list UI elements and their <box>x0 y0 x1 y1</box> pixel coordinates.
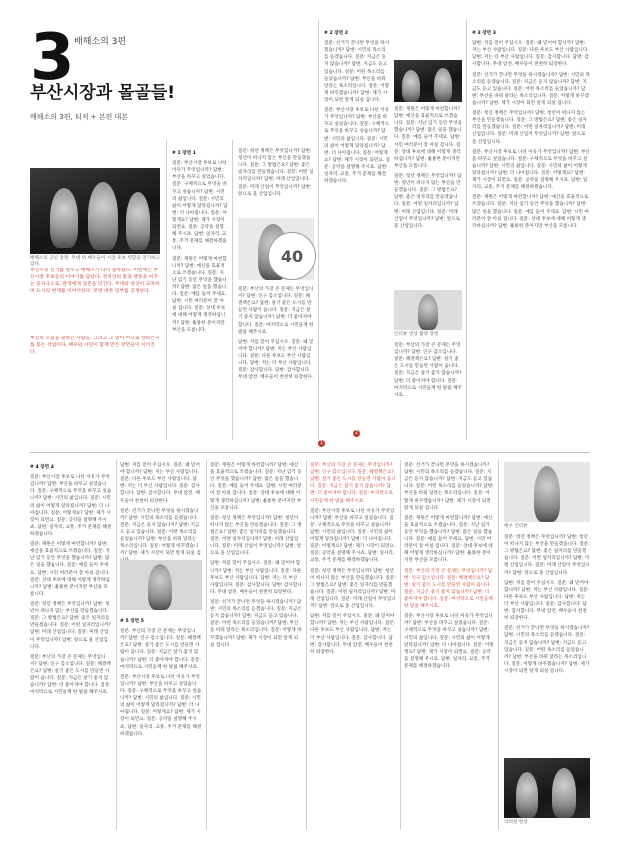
column-divider <box>232 140 233 440</box>
issue-number: 3 <box>30 21 73 95</box>
series-label: 배해소의 3편 <box>74 37 127 47</box>
text-column <box>30 462 112 828</box>
performer-figure <box>88 182 118 250</box>
column-body: 질문: 선거가 끝나면 무엇을 하시겠습니까? 답변: 시민의 목소리를 듣겠습니다. 질문: 지금은 듣지 않습니까? 답변: 지금도 듣고 있습니다. 질문: 어떤 목소리를 들었습니까? 답변: 부산을 바꿔 달라는 목소리입니다. 질문: 어떻게 바꾸겠습니까? 답변: 제가 시장이 되면 알게 되실 겁 <box>120 508 201 557</box>
column-divider <box>498 460 499 830</box>
column-body: 질문: 재원은 어떻게 마련합니까? 답변: 예산을 효율적으로 쓰겠습니다. 질문: 지난 임기 동안 무엇을 했습니까? 답변: 많은 일을 했습니다. 질문: 예를 들어 주세요. 답변: 시민 여러분이 잘 아실 겁니다. 질문: 상대 후보에 대해 어떻게 생각하십니까? 답변: 훌륭한 분이지만 부산을 모릅니다. <box>30 542 110 597</box>
column-body: 질문: 부산의 가장 큰 문제는 무엇입니까? 답변: 인구 감소입니다. 질문: 해결책은요? 답변: 살기 좋은 도시를 만들면 사람이 옵니다. 질문: 지금은 살기 좋지 않습니까? 답변: 더 좋아져야 합니다. 질문: 마지막으로 시민들께 한 말씀 해주시죠. <box>404 568 493 610</box>
column-body: 질문: 청년 정책은 무엇입니까? 답변: 청년이 떠나지 않는 부산을 만들겠습니다. 질문: 그 방법은요? 답변: 좋은 일자리를 만들겠습니다. 질문: 어떤 일자리입니까? 답변: 미래 산업입니다. 질문: 미래 산업이 무엇입니까? 답변: 앞으로 올 산업입니다. <box>394 173 462 229</box>
column-body: 질문: 재원은 어떻게 마련합니까? 답변: 예산을 효율적으로 쓰겠습니다. 질문: 지난 임기 동안 무엇을 했습니까? 답변: 많은 일을 했습니다. 질문: 예를 들어 주세요. 답변: 시민 여러분이 잘 아실 겁니다. 질문: 상대 후보에 대해 어떻게 생각하십니까? 답변: 훌륭한 분이지만 부산을 모릅니다. <box>404 515 493 564</box>
intro-text: 부산시장 선거를 앞두고 배해소가 다시 돌아왔다. 이번에는 부산시장 후보들의 이야기를 담았다. 정치인의 말과 행동을 비추는 풍자극으로, 관객에게 질문을 던진다. 무대와 영상이 교차하며 도시의 현재를 이야기한다. 본편 대본 일부를 공개한다. <box>30 268 160 294</box>
column-body: 질문: 부산시장 후보로 나선 이유가 무엇입니까? 답변: 부산을 바꾸고 싶었습니다. 질문: 구체적으로 무엇을 바꾸고 싶습니까? 답변: 시민의 삶입니다. 질문: 시민의 삶이 어떻게 달라집니까? 답변: 더 나아집니다. 질문: 어떻게요? 답변: 제가 시장이 되면요. 질문: 공약을 설명해 주시죠. 답변: 일자리, 교통, 주거 문제를 해결하겠습니다. <box>172 161 228 252</box>
person-figure <box>552 768 576 818</box>
column-body: 질문: 부산의 가장 큰 문제는 무엇입니까? 답변: 인구 감소입니다. 질문: 해결책은요? 답변: 살기 좋은 도시를 만들면 사람이 옵니다. 질문: 지금은 살기 좋지 않습니까? 답변: 더 좋아져야 합니다. 질문: 마지막으로 시민들께 한 말씀 해주시죠. <box>310 463 396 504</box>
column-body: 질문: 청년 정책은 무엇입니까? 답변: 청년이 떠나지 않는 부산을 만들겠습니다. 질문: 그 방법은요? 답변: 좋은 일자리를 만들겠습니다. 질문: 어떤 일자리입니까? 답변: 미래 산업입니다. 질문: 미래 산업이 무엇입니까? 답변: 앞으로 올 산업입니다. <box>504 535 590 576</box>
quote-badge: 40 <box>268 232 316 280</box>
column-body: 질문: 부산시장 후보로 나선 이유가 무엇입니까? 답변: 부산을 바꾸고 싶었습니다. 질문: 구체적으로 무엇을 바꾸고 싶습니까? 답변: 시민의 삶입니다. 질문: 시민의 삶이 어떻게 달라집니까? 답변: 더 나아집니다. 질문: 어떻게요? 답변: 제가 시장이 되면요. 질문: 공약을 설명해 주시죠. 답변: 일자리, 교통, 주거 문제를 해결하겠습니다. <box>472 149 590 191</box>
speaker-figure <box>418 294 438 330</box>
text-column <box>404 462 494 828</box>
column-body: 답변: 저를 믿어 주십시오. 질문: 왜 믿어야 합니까? 답변: 저는 부산 사람입니다. 질문: 다른 후보도 부산 사람입니다. 답변: 저는 더 부산 사람입니다. 질문: 감사합니다. 답변: 감사합니다. 무대 암전. 배우들이 천천히 퇴장한다. <box>238 339 314 381</box>
column-body: 답변: 저를 믿어 주십시오. 질문: 왜 믿어야 합니까? 답변: 저는 부산 사람입니다. 질문: 다른 후보도 부산 사람입니다. 답변: 저는 더 부산 사람입니다. 질문: 감사합니다. 답변: 감사합니다. 무대 암전. 배우들이 천천히 퇴장한다. <box>210 561 302 595</box>
text-column <box>504 534 590 754</box>
column-body: 질문: 재원은 어떻게 마련합니까? 답변: 예산을 효율적으로 쓰겠습니다. 질문: 지난 임기 동안 무엇을 했습니까? 답변: 많은 일을 했습니다. 질문: 예를 들어 주세요. 답변: 시민 여러분이 잘 아실 겁니다. 질문: 상대 후보에 대해 어떻게 생각하십니까? 답변: 훌륭한 분이지만 부산을 모릅니다. <box>472 195 589 229</box>
column-divider <box>206 460 207 830</box>
performer-photo <box>504 462 590 522</box>
column-divider <box>400 460 401 830</box>
text-column <box>120 616 202 828</box>
person-figure <box>402 70 420 102</box>
text-column <box>172 148 228 438</box>
column-body: 질문: 부산의 가장 큰 문제는 무엇입니까? 답변: 인구 감소입니다. 질문: 해결책은요? 답변: 살기 좋은 도시를 만들면 사람이 옵니다. 질문: 지금은 살기 좋지 않습니까? 답변: 더 좋아져야 합니다. 질문: 마지막으로 시민들께 한 말씀 해주시죠. <box>120 629 201 670</box>
column-body: 질문: 부산시장 후보로 나선 이유가 무엇입니까? 답변: 부산을 바꾸고 싶었습니다. 질문: 구체적으로 무엇을 바꾸고 싶습니까? 답변: 시민의 삶입니다. 질문: 시민의 삶이 어떻게 달라집니까? 답변: 더 나아집니다. 질문: 어떻게요? 답변: 제가 시장이 되면요. 질문: 공약을 설명해 주시죠. 답변: 일자리, 교통, 주거 문제를 해결하겠습니다. <box>120 674 202 737</box>
column-divider <box>306 460 307 830</box>
text-column <box>472 28 590 438</box>
performer-figure <box>50 188 78 248</box>
column-body: 질문: 선거가 끝나면 무엇을 하시겠습니까? 답변: 시민의 목소리를 듣겠습니다. 질문: 지금은 듣지 않습니까? 답변: 지금도 듣고 있습니다. 질문: 어떤 목소리를 들었습니까? 답변: 부산을 바꿔 달라는 목소리입니다. 질문: 어떻게 바꾸겠습니까? 답변: 제가 시장이 되면 알게 되실 겁니다. <box>210 599 302 648</box>
performer-figure <box>126 192 150 250</box>
column-divider <box>466 20 467 440</box>
intro-text-2: 부산의 오늘을 말하는 사람들, 그리고 그 말이 어디로 향하는지를 묻는 작업이다. 배우와 시민이 함께 만든 장면들이 이어진다. <box>30 336 160 355</box>
actor-figure <box>148 564 172 610</box>
interview-photo <box>394 60 462 102</box>
column-body: 질문: 부산시장 후보로 나선 이유가 무엇입니까? 답변: 부산을 바꾸고 싶었습니다. 질문: 구체적으로 무엇을 바꾸고 싶습니까? 답변: 시민의 삶입니다. 질문: 시민의 삶이 어떻게 달라집니까? 답변: 더 나아집니다. 질문: 어떻게요? 답변: 제가 시장이 되면요. 질문: 공약을 설명해 주시죠. 답변: 일자리, 교통, 주거 문제를 해결하겠습니다. <box>324 108 390 185</box>
photo-caption: 인터뷰 영상 촬영 장면 <box>394 332 439 337</box>
column-body: 질문: 청년 정책은 무엇입니까? 답변: 청년이 떠나지 않는 부산을 만들겠습니다. 질문: 그 방법은요? 답변: 좋은 일자리를 만들겠습니다. 질문: 어떤 일자리입니까? 답변: 미래 산업입니다. 질문: 미래 산업이 무엇입니까? 답변: 앞으로 올 산업입니다. <box>238 149 314 197</box>
person-figure <box>516 772 538 818</box>
column-body: 질문: 재원은 어떻게 마련합니까? 답변: 예산을 효율적으로 쓰겠습니다. 질문: 지난 임기 동안 무엇을 했습니까? 답변: 많은 일을 했습니다. 질문: 예를 들어 주세요. 답변: 시민 여러분이 잘 아실 겁니다. 질문: 상대 후보에 대해 어떻게 생각하십니까? 답변: 훌륭한 분이지만 부산을 모릅니다. <box>210 463 302 511</box>
column-body: 질문: 선거가 끝나면 무엇을 하시겠습니까? 답변: 시민의 목소리를 듣겠습니다. 질문: 지금은 듣지 않습니까? 답변: 지금도 듣고 있습니다. 질문: 어떤 목소리를 들었습니까? 답변: 부산을 바꿔 달라는 목소리입니다. 질문: 어떻게 바꾸겠습니까? 답변: 제가 시장이 되면 알게 되실 겁니다. <box>472 72 590 106</box>
text-column <box>394 342 462 438</box>
column-body: 질문: 청년 정책은 무엇입니까? 답변: 청년이 떠나지 않는 부산을 만들겠습니다. 질문: 그 방법은요? 답변: 좋은 일자리를 만들겠습니다. 질문: 어떤 일자리입니까? 답변: 미래 산업입니다. 질문: 미래 산업이 무엇입니까? 답변: 앞으로 올 산업입니다. <box>310 568 396 610</box>
scene-heading: # 5 장면 5 <box>120 619 144 624</box>
column-body: 질문: 부산의 가장 큰 문제는 무엇입니까? 답변: 인구 감소입니다. 질문: 해결책은요? 답변: 살기 좋은 도시를 만들면 사람이 옵니다. 질문: 지금은 살기 좋지 않습니까? 답변: 더 좋아져야 합니다. 질문: 마지막으로 시민들께 한 말씀 해주시죠. <box>30 654 111 696</box>
section-marker: 1 <box>319 440 324 446</box>
section-divider <box>30 452 590 453</box>
column-divider <box>166 140 167 440</box>
text-column <box>210 462 302 828</box>
column-body: 질문: 재원은 어떻게 마련합니까? 답변: 예산을 효율적으로 쓰겠습니다. 질문: 지난 임기 동안 무엇을 했습니까? 답변: 많은 일을 했습니다. 질문: 예를 들어 주세요. 답변: 시민 여러분이 잘 아실 겁니다. 질문: 상대 후보에 대해 어떻게 생각하십니까? 답변: 훌륭한 분이지만 부산을 모릅니다. <box>394 107 462 169</box>
photo-caption: 배해소의 공연 장면. 무대 위 배우들이 시장 후보 역할을 연기하고 있다. <box>30 256 160 267</box>
column-body: 질문: 선거가 끝나면 무엇을 하시겠습니까? 답변: 시민의 목소리를 듣겠습니다. 질문: 지금은 듣지 않습니까? 답변: 지금도 듣고 있습니다. 질문: 어떤 목소리를 들었습니까? 답변: 부산을 바꿔 달라는 목소리입니다. 질문: 어떻게 바꾸겠습니까? 답변: 제가 시장이 되면 알게 되실 겁니다. <box>404 463 494 511</box>
column-body: 질문: 청년 정책은 무엇입니까? 답변: 청년이 떠나지 않는 부산을 만들겠습니다. 질문: 그 방법은요? 답변: 좋은 일자리를 만들겠습니다. 질문: 어떤 일자리입니까? 답변: 미래 산업입니다. 질문: 미래 산업이 무엇입니까? 답변: 앞으로 올 산업입니다. <box>30 601 111 650</box>
column-body: 답변: 저를 믿어 주십시오. 질문: 왜 믿어야 합니까? 답변: 저는 부산 사람입니다. 질문: 다른 후보도 부산 사람입니다. 답변: 저는 더 부산 사람입니다. 질문: 감사합니다. 답변: 감사합니다. 무대 암전. 배우들이 천천히 퇴장한다. <box>310 614 396 655</box>
rehearsal-photo <box>504 758 590 818</box>
scene-heading: # 4 장면 4 <box>30 465 54 470</box>
speaker-photo <box>394 290 462 330</box>
column-body: 질문: 청년 정책은 무엇입니까? 답변: 청년이 떠나지 않는 부산을 만들겠습니다. 질문: 그 방법은요? 답변: 좋은 일자리를 만들겠습니다. 질문: 어떤 일자리입니까? 답변: 미래 산업입니다. 질문: 미래 산업이 무엇입니까? 답변: 앞으로 올 산업입니다. <box>210 515 302 557</box>
text-column <box>324 28 390 438</box>
photo-caption: 리허설 현장 <box>504 820 528 825</box>
column-body: 답변: 저를 믿어 주십시오. 질문: 왜 믿어야 합니까? 답변: 저는 부산 사람입니다. 질문: 다른 후보도 부산 사람입니다. 답변: 저는 더 부산 사람입니다. 질문: 감사합니다. 답변: 감사합니다. 무대 암전. 배우들이 천천히 퇴장한다. <box>472 41 589 68</box>
scene-heading: # 3 장면 3 <box>472 31 496 36</box>
stage-photo <box>30 168 160 254</box>
column-body: 질문: 부산의 가장 큰 문제는 무엇입니까? 답변: 인구 감소입니다. 질문: 해결책은요? 답변: 살기 좋은 도시를 만들면 사람이 옵니다. 질문: 지금은 살기 좋지 않습니까? 답변: 더 좋아져야 합니다. 질문: 마지막으로 시민들께 한 말씀 해주시죠. <box>238 287 314 335</box>
column-body: 답변: 저를 믿어 주십시오. 질문: 왜 믿어야 합니까? 답변: 저는 부산 사람입니다. 질문: 다른 후보도 부산 사람입니다. 답변: 저는 더 부산 사람입니다. 질문: 감사합니다. 답변: 감사합니다. 무대 암전. 배우들이 천천히 퇴장한다. <box>504 580 590 622</box>
person-figure <box>434 68 452 102</box>
photo-caption: 배우 인터뷰 <box>504 524 528 529</box>
text-column <box>394 106 462 286</box>
column-body: 질문: 청년 정책은 무엇입니까? 답변: 청년이 떠나지 않는 부산을 만들겠습니다. 질문: 그 방법은요? 답변: 좋은 일자리를 만들겠습니다. 질문: 어떤 일자리입니까? 답변: 미래 산업입니다. 질문: 미래 산업이 무엇입니까? 답변: 앞으로 올 산업입니다. <box>472 111 587 145</box>
column-divider <box>116 460 117 830</box>
scene-heading: # 1 장면 1 <box>172 151 196 156</box>
column-body: 질문: 선거가 끝나면 무엇을 하시겠습니까? 답변: 시민의 목소리를 듣겠습니다. 질문: 지금은 듣지 않습니까? 답변: 지금도 듣고 있습니다. 질문: 어떤 목소리를 들었습니까? 답변: 부산을 바꿔 달라는 목소리입니다. 질문: 어떻게 바꾸겠습니까? 답변: 제가 시장이 되면 알게 되실 겁니다. <box>504 626 590 674</box>
column-body: 질문: 부산시장 후보로 나선 이유가 무엇입니까? 답변: 부산을 바꾸고 싶었습니다. 질문: 구체적으로 무엇을 바꾸고 싶습니까? 답변: 시민의 삶입니다. 질문: 시민의 삶이 어떻게 달라집니까? 답변: 더 나아집니다. 질문: 어떻게요? 답변: 제가 시장이 되면요. 질문: 공약을 설명해 주시죠. 답변: 일자리, 교통, 주거 문제를 해결하겠습니다. <box>404 614 494 669</box>
section-marker: 2 <box>354 430 359 436</box>
text-column <box>238 148 314 228</box>
column-divider <box>318 20 319 440</box>
column-body: 질문: 부산시장 후보로 나선 이유가 무엇입니까? 답변: 부산을 바꾸고 싶었습니다. 질문: 구체적으로 무엇을 바꾸고 싶습니까? 답변: 시민의 삶입니다. 질문: 시민의 삶이 어떻게 달라집니까? 답변: 더 나아집니다. 질문: 어떻게요? 답변: 제가 시장이 되면요. 질문: 공약을 설명해 주시죠. 답변: 일자리, 교통, 주거 문제를 해결하겠습니다. <box>30 475 112 537</box>
performer-figure <box>534 466 560 522</box>
page-title: 부산시장과 몰골들! <box>30 83 176 103</box>
scene-heading: # 2 장면 2 <box>324 31 348 36</box>
text-column <box>310 462 396 828</box>
text-column <box>238 286 314 436</box>
column-body: 질문: 선거가 끝나면 무엇을 하시겠습니까? 답변: 시민의 목소리를 듣겠습니다. 질문: 지금은 듣지 않습니까? 답변: 지금도 듣고 있습니다. 질문: 어떤 목소리를 들었습니까? 답변: 부산을 바꿔 달라는 목소리입니다. 질문: 어떻게 바꾸겠습니까? 답변: 제가 시장이 되면 알게 되실 겁니다. <box>324 41 390 103</box>
column-body: 답변: 저를 믿어 주십시오. 질문: 왜 믿어야 합니까? 답변: 저는 부산 사람입니다. 질문: 다른 후보도 부산 사람입니다. 답변: 저는 더 부산 사람입니다. 질문: 감사합니다. 답변: 감사합니다. 무대 암전. 배우들이 천천히 퇴장한다. <box>120 463 200 504</box>
column-body: 질문: 부산의 가장 큰 문제는 무엇입니까? 답변: 인구 감소입니다. 질문: 해결책은요? 답변: 살기 좋은 도시를 만들면 사람이 옵니다. 질문: 지금은 살기 좋지 않습니까? 답변: 더 좋아져야 합니다. 질문: 마지막으로 시민들께 한 말씀 해주시죠. <box>394 343 462 398</box>
byline: 배해소의 3편, 티저 + 본편 대본 <box>30 113 129 121</box>
column-body: 질문: 재원은 어떻게 마련합니까? 답변: 예산을 효율적으로 쓰겠습니다. 질문: 지난 임기 동안 무엇을 했습니까? 답변: 많은 일을 했습니다. 질문: 예를 들어 주세요. 답변: 시민 여러분이 잘 아실 겁니다. 질문: 상대 후보에 대해 어떻게 생각하십니까? 답변: 훌륭한 분이지만 부산을 모릅니다. <box>172 256 227 333</box>
column-body: 질문: 부산시장 후보로 나선 이유가 무엇입니까? 답변: 부산을 바꾸고 싶었습니다. 질문: 구체적으로 무엇을 바꾸고 싶습니까? 답변: 시민의 삶입니다. 질문: 시민의 삶이 어떻게 달라집니까? 답변: 더 나아집니다. 질문: 어떻게요? 답변: 제가 시장이 되면요. 질문: 공약을 설명해 주시죠. 답변: 일자리, 교통, 주거 문제를 해결하겠습니다. <box>310 508 396 564</box>
actor-photo <box>120 560 202 610</box>
